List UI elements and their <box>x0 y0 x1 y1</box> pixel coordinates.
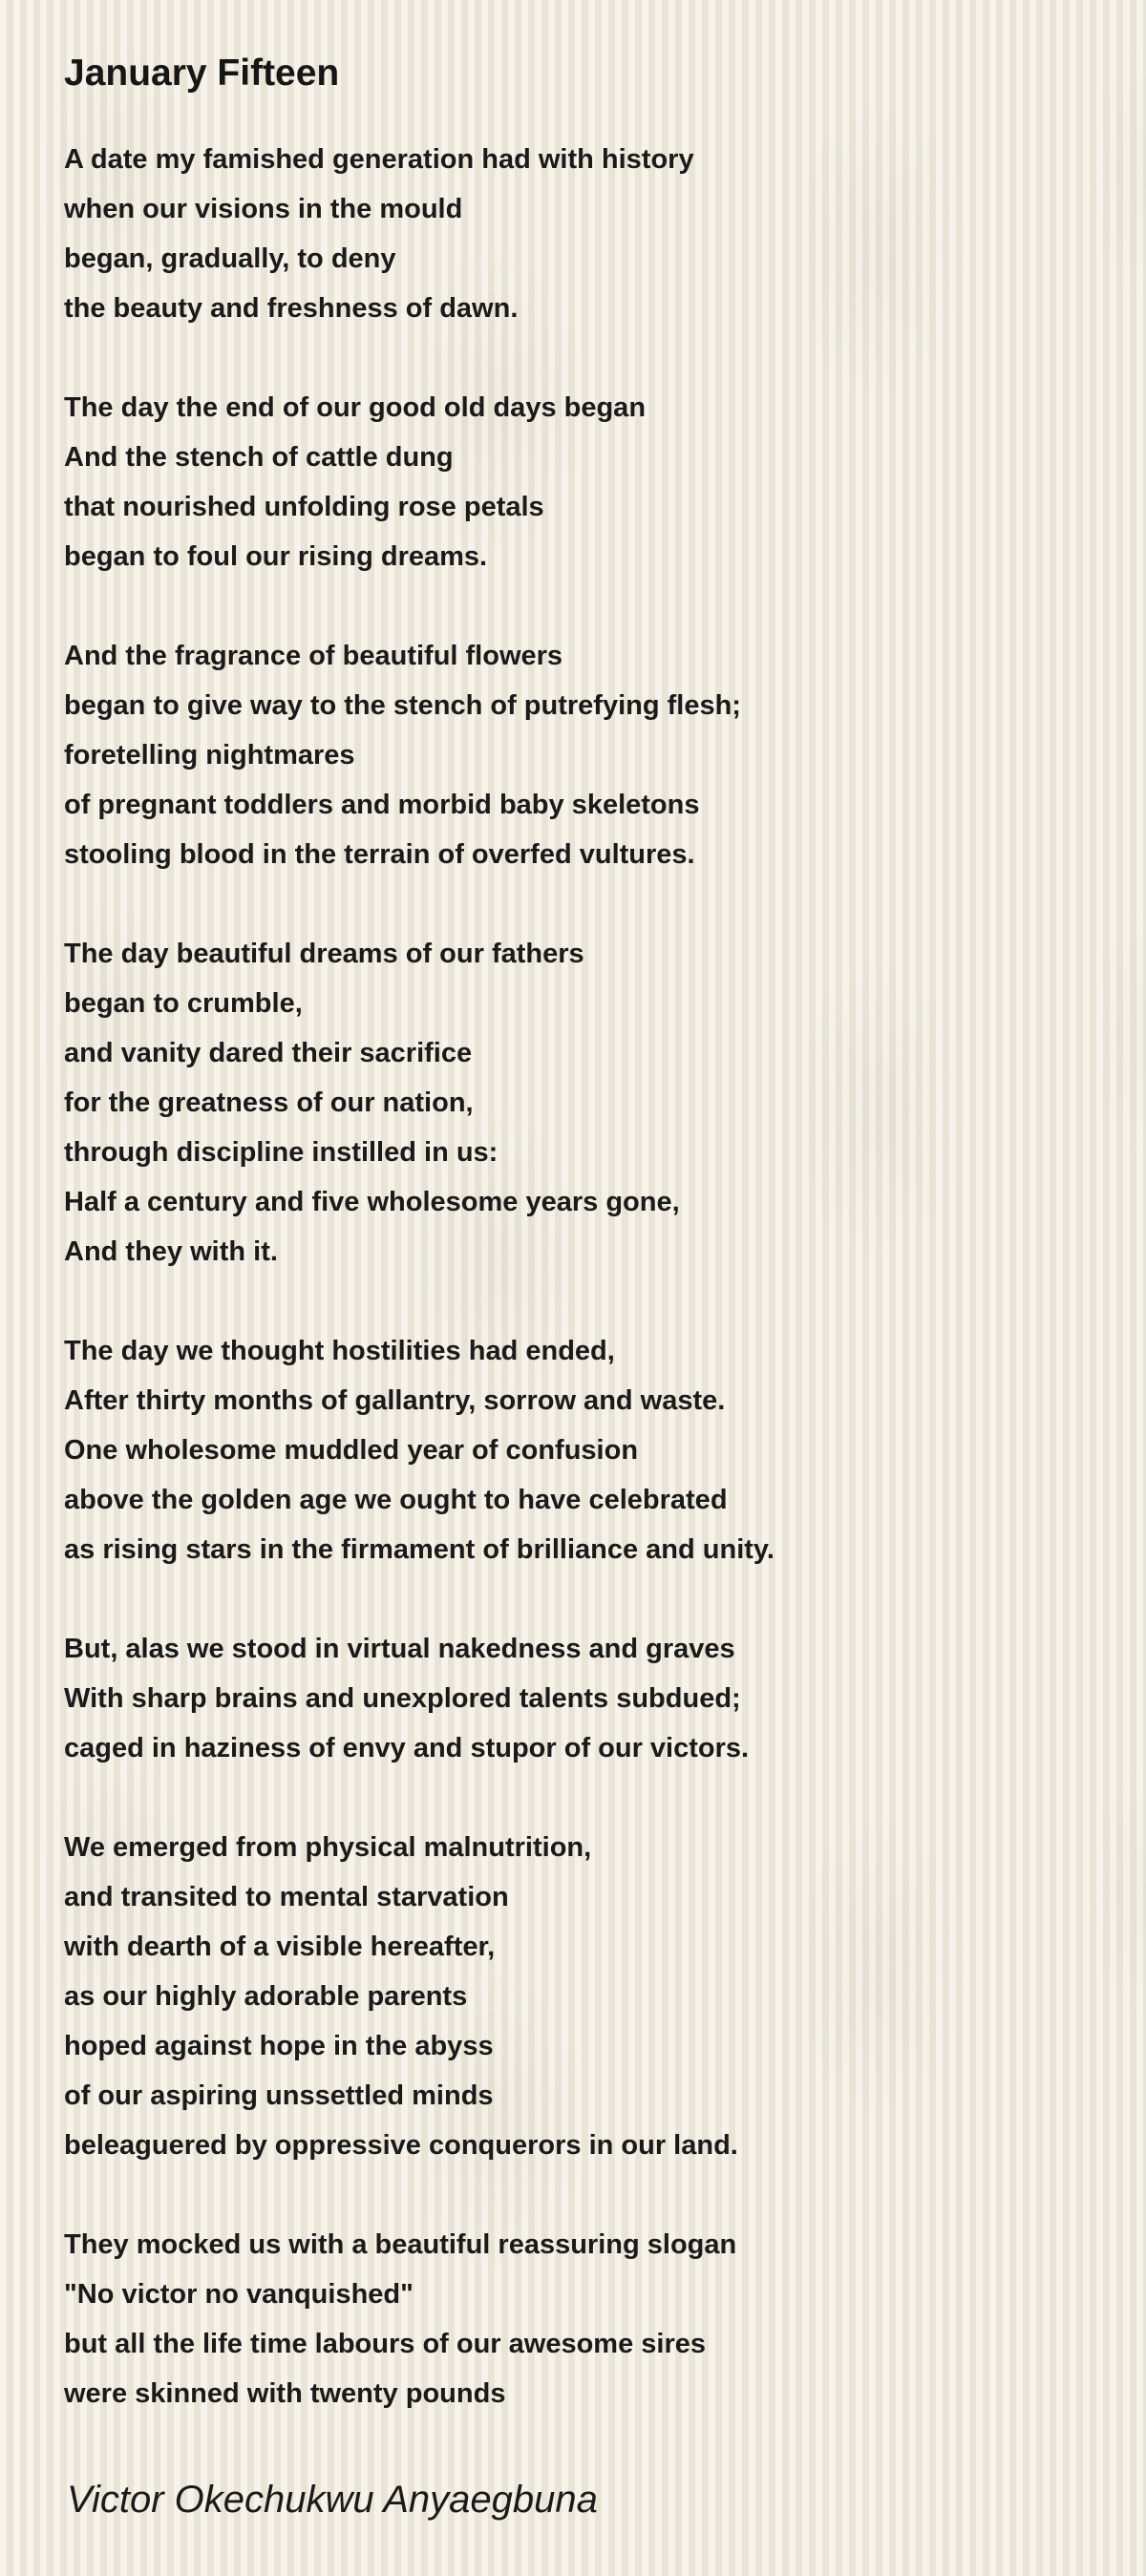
poem-line: above the golden age we ought to have celebrated <box>64 1485 728 1515</box>
poem-line: After thirty months of gallantry, sorrow and waste. <box>64 1385 726 1416</box>
poem-line: "No victor no vanquished" <box>64 2279 414 2310</box>
stanza-1 <box>64 135 1095 333</box>
poem-line: that nourished unfolding rose petals <box>64 492 544 522</box>
poem-page <box>64 52 1095 2468</box>
poem-line: were skinned with twenty pounds <box>64 2378 506 2409</box>
poem-line: A date my famished generation had with history <box>64 144 694 175</box>
poem-line: With sharp brains and unexplored talents subdued; <box>64 1683 741 1714</box>
poem-line: Half a century and five wholesome years gone, <box>64 1187 680 1217</box>
poem-line: with dearth of a visible hereafter, <box>64 1932 496 1962</box>
poem-line: caged in haziness of envy and stupor of our victors. <box>64 1733 750 1763</box>
poem-line: We emerged from physical malnutrition, <box>64 1832 592 1863</box>
poem-line: began to give way to the stench of putrefying flesh; <box>64 690 741 721</box>
poem-line: as rising stars in the firmament of brilliance and unity. <box>64 1534 775 1565</box>
poem-line: began, gradually, to deny <box>64 243 396 274</box>
poem-line: But, alas we stood in virtual nakedness and graves <box>64 1634 735 1664</box>
poem-line: hoped against hope in the abyss <box>64 2031 494 2061</box>
poem-line: as our highly adorable parents <box>64 1981 468 2012</box>
stanza-6 <box>64 1624 1095 1773</box>
stanza-5 <box>64 1326 1095 1574</box>
poem-body <box>64 135 1095 2418</box>
poem-line: They mocked us with a beautiful reassuring slogan <box>64 2229 737 2260</box>
poem-line: The day beautiful dreams of our fathers <box>64 939 584 969</box>
poem-line: began to crumble, <box>64 988 303 1019</box>
poem-line: began to foul our rising dreams. <box>64 541 488 572</box>
stanza-7 <box>64 1823 1095 2170</box>
poem-line: The day the end of our good old days began <box>64 392 647 423</box>
stanza-4 <box>64 929 1095 1277</box>
poem-line: beleaguered by oppressive conquerors in our land. <box>64 2130 738 2161</box>
poem-line: the beauty and freshness of dawn. <box>64 293 519 324</box>
stanza-8 <box>64 2220 1095 2418</box>
poem-line: One wholesome muddled year of confusion <box>64 1435 639 1466</box>
poem-line: of pregnant toddlers and morbid baby skeletons <box>64 790 700 820</box>
poem-line: when our visions in the mould <box>64 194 463 224</box>
poem-line: but all the life time labours of our awesome sires <box>64 2329 706 2359</box>
poem-line: of our aspiring unssettled minds <box>64 2080 494 2111</box>
poem-line: The day we thought hostilities had ended, <box>64 1336 615 1366</box>
stanza-3 <box>64 631 1095 879</box>
poem-line: through discipline instilled in us: <box>64 1137 499 1168</box>
poem-line: stooling blood in the terrain of overfed vultures. <box>64 839 695 870</box>
poem-line: and transited to mental starvation <box>64 1882 509 1912</box>
poem-line: And the fragrance of beautiful flowers <box>64 641 563 671</box>
poem-title: January Fifteen <box>64 53 340 94</box>
poem-line: And they with it. <box>64 1236 278 1267</box>
stanza-2 <box>64 383 1095 581</box>
poem-line: foretelling nightmares <box>64 740 355 771</box>
poem-line: for the greatness of our nation, <box>64 1087 474 1118</box>
poem-line: And the stench of cattle dung <box>64 442 454 473</box>
poem-line: and vanity dared their sacrifice <box>64 1038 473 1068</box>
poem-author: Victor Okechukwu Anyaegbuna <box>67 2479 598 2521</box>
